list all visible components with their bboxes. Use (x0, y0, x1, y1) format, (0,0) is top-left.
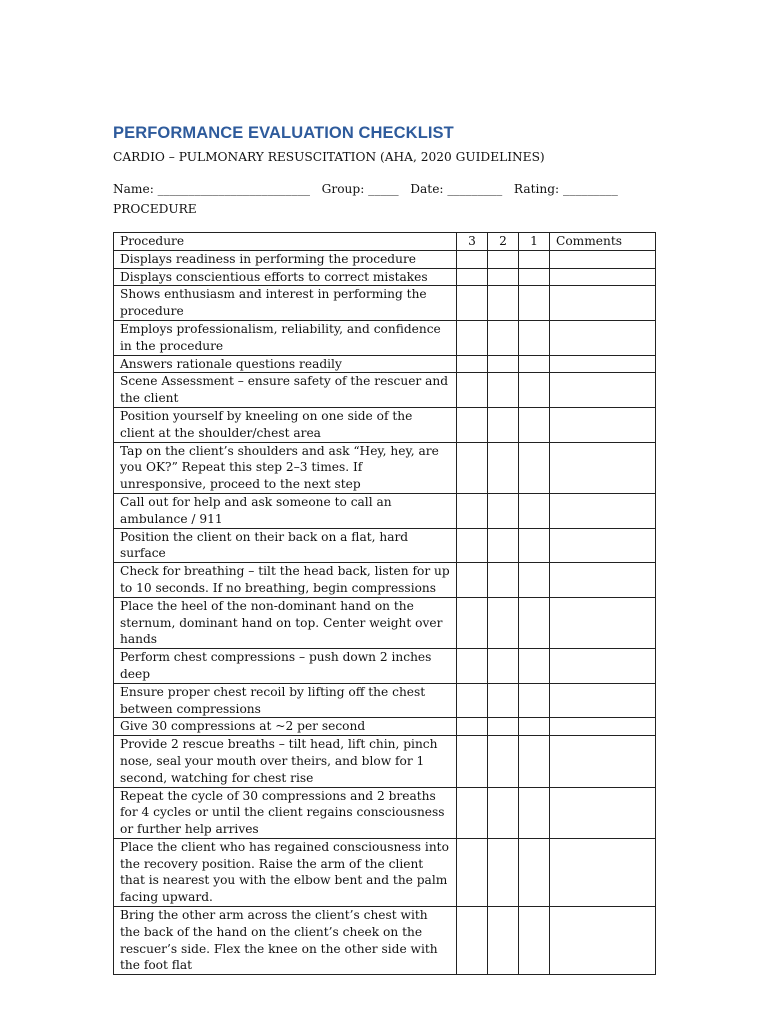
score-3-cell[interactable] (457, 373, 488, 408)
procedure-step: Shows enthusiasm and interest in performing the procedure (114, 286, 457, 321)
comments-cell[interactable] (550, 268, 656, 286)
header-score-2: 2 (488, 233, 519, 251)
score-1-cell[interactable] (519, 373, 550, 408)
comments-cell[interactable] (550, 718, 656, 736)
table-row (114, 250, 656, 268)
procedure-step: Position yourself by kneeling on one side of the client at the shoulder/chest area (114, 407, 457, 442)
score-2-cell[interactable] (488, 355, 519, 373)
table-row (114, 838, 656, 906)
score-3-cell[interactable] (457, 407, 488, 442)
header-procedure: Procedure (114, 233, 457, 251)
table-row (114, 787, 656, 838)
score-1-cell[interactable] (519, 250, 550, 268)
score-3-cell[interactable] (457, 250, 488, 268)
score-1-cell[interactable] (519, 493, 550, 528)
score-1-cell[interactable] (519, 442, 550, 493)
table-header-row (114, 233, 656, 251)
score-3-cell[interactable] (457, 493, 488, 528)
comments-cell[interactable] (550, 838, 656, 906)
score-3-cell[interactable] (457, 597, 488, 648)
score-1-cell[interactable] (519, 286, 550, 321)
score-2-cell[interactable] (488, 736, 519, 787)
table-row (114, 907, 656, 975)
score-2-cell[interactable] (488, 373, 519, 408)
score-3-cell[interactable] (457, 838, 488, 906)
score-1-cell[interactable] (519, 907, 550, 975)
comments-cell[interactable] (550, 907, 656, 975)
score-3-cell[interactable] (457, 907, 488, 975)
table-row (114, 320, 656, 355)
score-1-cell[interactable] (519, 407, 550, 442)
score-3-cell[interactable] (457, 563, 488, 598)
score-1-cell[interactable] (519, 736, 550, 787)
comments-cell[interactable] (550, 787, 656, 838)
checklist-table (113, 232, 656, 975)
table-row (114, 736, 656, 787)
procedure-step: Employs professionalism, reliability, and confidence in the procedure (114, 320, 457, 355)
comments-cell[interactable] (550, 736, 656, 787)
score-1-cell[interactable] (519, 649, 550, 684)
procedure-step: Scene Assessment – ensure safety of the rescuer and the client (114, 373, 457, 408)
procedure-step: Displays readiness in performing the procedure (114, 250, 457, 268)
procedure-step: Tap on the client’s shoulders and ask “Hey, hey, are you OK?” Repeat this step 2–3 times. If unresponsive, proceed to the next step (114, 442, 457, 493)
table-row (114, 649, 656, 684)
table-row (114, 683, 656, 718)
score-2-cell[interactable] (488, 407, 519, 442)
table-row (114, 528, 656, 563)
score-3-cell[interactable] (457, 787, 488, 838)
score-3-cell[interactable] (457, 649, 488, 684)
header-comments: Comments (550, 233, 656, 251)
score-2-cell[interactable] (488, 649, 519, 684)
comments-cell[interactable] (550, 355, 656, 373)
table-row (114, 268, 656, 286)
score-2-cell[interactable] (488, 268, 519, 286)
procedure-step: Place the heel of the non-dominant hand on the sternum, dominant hand on top. Center weight over hands (114, 597, 457, 648)
score-2-cell[interactable] (488, 286, 519, 321)
procedure-step: Displays conscientious efforts to correct mistakes (114, 268, 457, 286)
comments-cell[interactable] (550, 493, 656, 528)
comments-cell[interactable] (550, 683, 656, 718)
score-1-cell[interactable] (519, 320, 550, 355)
score-2-cell[interactable] (488, 563, 519, 598)
score-2-cell[interactable] (488, 528, 519, 563)
score-3-cell[interactable] (457, 320, 488, 355)
score-2-cell[interactable] (488, 907, 519, 975)
student-info-line: Name: _________________________ Group: _____ Date: _________ Rating: _________ (113, 182, 618, 196)
score-2-cell[interactable] (488, 493, 519, 528)
score-3-cell[interactable] (457, 528, 488, 563)
comments-cell[interactable] (550, 320, 656, 355)
score-2-cell[interactable] (488, 597, 519, 648)
table-row (114, 373, 656, 408)
procedure-step: Give 30 compressions at ~2 per second (114, 718, 457, 736)
comments-cell[interactable] (550, 286, 656, 321)
procedure-step: Check for breathing – tilt the head back, listen for up to 10 seconds. If no breathing, begin compressions (114, 563, 457, 598)
comments-cell[interactable] (550, 373, 656, 408)
comments-cell[interactable] (550, 597, 656, 648)
header-score-3: 3 (457, 233, 488, 251)
score-1-cell[interactable] (519, 683, 550, 718)
comments-cell[interactable] (550, 528, 656, 563)
score-1-cell[interactable] (519, 787, 550, 838)
score-3-cell[interactable] (457, 355, 488, 373)
table-row (114, 407, 656, 442)
procedure-step: Position the client on their back on a flat, hard surface (114, 528, 457, 563)
table-row (114, 493, 656, 528)
score-2-cell[interactable] (488, 787, 519, 838)
comments-cell[interactable] (550, 250, 656, 268)
comments-cell[interactable] (550, 649, 656, 684)
comments-cell[interactable] (550, 407, 656, 442)
table-row (114, 597, 656, 648)
score-2-cell[interactable] (488, 838, 519, 906)
procedure-step: Repeat the cycle of 30 compressions and 2 breaths for 4 cycles or until the client regains consciousness or further help arrives (114, 787, 457, 838)
header-score-1: 1 (519, 233, 550, 251)
score-2-cell[interactable] (488, 442, 519, 493)
score-1-cell[interactable] (519, 838, 550, 906)
procedure-step: Perform chest compressions – push down 2 inches deep (114, 649, 457, 684)
score-3-cell[interactable] (457, 442, 488, 493)
document-title: PERFORMANCE EVALUATION CHECKLIST (113, 124, 454, 142)
table-row (114, 442, 656, 493)
procedure-step: Place the client who has regained consciousness into the recovery position. Raise the arm of the client that is nearest you with the elbow bent and the palm facing upward. (114, 838, 457, 906)
procedure-step: Call out for help and ask someone to call an ambulance / 911 (114, 493, 457, 528)
table-row (114, 718, 656, 736)
procedure-step: Ensure proper chest recoil by lifting off the chest between compressions (114, 683, 457, 718)
table-row (114, 286, 656, 321)
score-3-cell[interactable] (457, 718, 488, 736)
score-3-cell[interactable] (457, 286, 488, 321)
procedure-step: Provide 2 rescue breaths – tilt head, lift chin, pinch nose, seal your mouth over theirs, and blow for 1 second, watching for chest rise (114, 736, 457, 787)
comments-cell[interactable] (550, 563, 656, 598)
score-2-cell[interactable] (488, 320, 519, 355)
score-1-cell[interactable] (519, 718, 550, 736)
score-1-cell[interactable] (519, 268, 550, 286)
score-1-cell[interactable] (519, 597, 550, 648)
score-2-cell[interactable] (488, 683, 519, 718)
score-1-cell[interactable] (519, 528, 550, 563)
score-3-cell[interactable] (457, 736, 488, 787)
score-1-cell[interactable] (519, 355, 550, 373)
procedure-step: Answers rationale questions readily (114, 355, 457, 373)
score-1-cell[interactable] (519, 563, 550, 598)
score-2-cell[interactable] (488, 250, 519, 268)
score-3-cell[interactable] (457, 683, 488, 718)
score-3-cell[interactable] (457, 268, 488, 286)
section-label: PROCEDURE (113, 202, 197, 216)
table-row (114, 355, 656, 373)
comments-cell[interactable] (550, 442, 656, 493)
document-subtitle: CARDIO – PULMONARY RESUSCITATION (AHA, 2020 GUIDELINES) (113, 150, 545, 164)
table-row (114, 563, 656, 598)
procedure-step: Bring the other arm across the client’s chest with the back of the hand on the client’s cheek on the rescuer’s side. Flex the knee on the other side with the foot flat (114, 907, 457, 975)
score-2-cell[interactable] (488, 718, 519, 736)
